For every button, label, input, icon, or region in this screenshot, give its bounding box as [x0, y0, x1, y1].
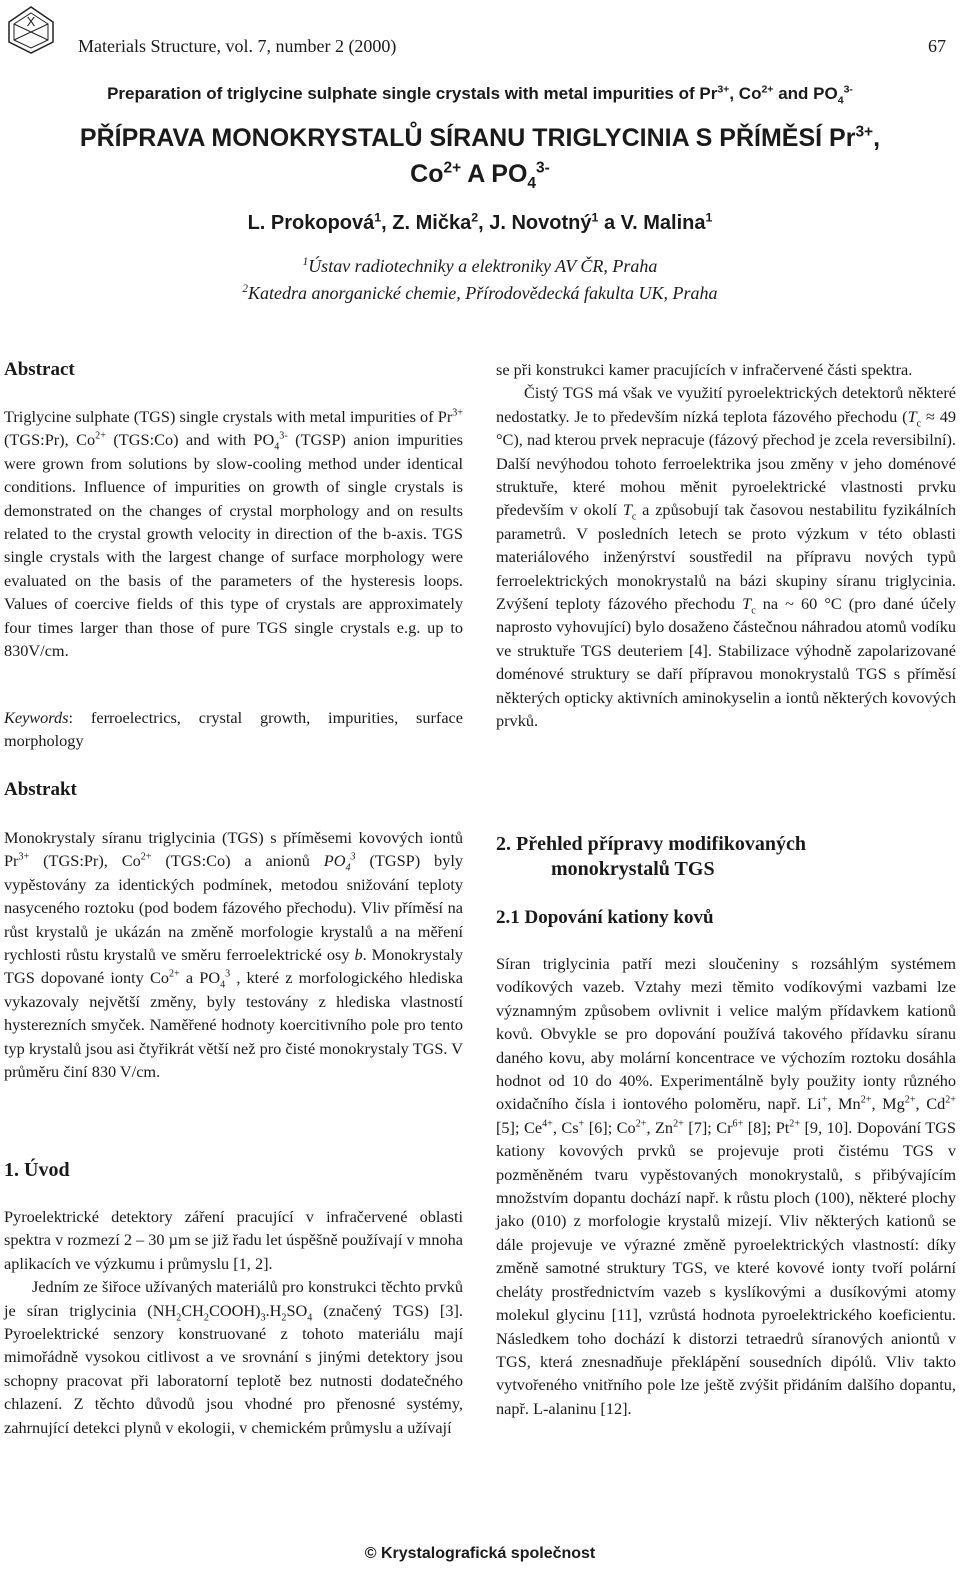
abstract-text: Triglycine sulphate (TGS) single crystals with metal impurities of $Pr^{3+}$ (TGS:Pr), $Co^{2+}$ (TGS:Co) and with $PO_4^{3-}$ (TGSP) anion impurities were grown from solutions by slow-cooling method under identical conditions. Influence of impurities on growth of single crystals is demonstrated on the changes of crystal morphology and on results related to the crystal growth velocity in direction of the b-axis. TGS single crystals with the largest change of surface morphology were evaluated on the basis of the parameters of the hysteresis loops. Values of coercive fields of this type of crystals are approximately four times larger than those of pure TGS single crystals e.g. up to 830V/cm. [4, 407, 464, 661]
section-2-heading: 2. Přehled přípravy modifikovaných monokrystalů TGS [496, 833, 807, 880]
page-number: 67 [928, 36, 946, 56]
abstrakt-heading: Abstrakt [4, 779, 77, 800]
authors: L. Prokopová$^1$, Z. Mička$^2$, J. Novotný$^1$ a V. Malina$^1$ [247, 210, 713, 234]
affiliation-1: $^1$Ústav radiotechniky a elektroniky AV ČR, Praha [302, 256, 658, 276]
copyright-icon: © [364, 1545, 377, 1562]
keywords: Keywords: ferroelectrics, crystal growth, impurities, surface morphology [4, 708, 463, 751]
title-english: Preparation of triglycine sulphate single crystals with metal impurities of $Pr^{3+}$, $Co^{2+}$ and $PO_4^{3-}$ [107, 83, 853, 107]
section-2-1-heading: 2.1 Dopování kationy kovů [496, 907, 714, 928]
logo-text: X [26, 14, 36, 29]
abstract-heading: Abstract [4, 359, 75, 380]
abstrakt-text: Monokrystaly síranu triglycinia (TGS) s příměsemi kovových iontů $Pr^{3+}$ (TGS:Pr), $Co^{2+}$ (TGS:Co) a anionů $PO_4^3$ (TGSP) byly vypěstovány za identických podmínek, metodou snižování teploty nasyceného roztoku (pod bodem fázového přechodu). Vliv příměsí na růst krystalů je ukázán na změně morfologie krystalů a na měření rychlosti růstu krystalů ve směru ferroelektrické osy b. Monokrystaly TGS dopované ionty $Co^{2+}$ a $PO_4^3$ , které z morfologického hlediska vykazovaly největší změny, byly testovány z hlediska vlastností hysterezních smyček. Naměřené hodnoty koercitivního pole pro tento typ krystalů jsou asi čtyřikrát větší než pro čisté monokrystaly TGS. V průměru činí 830 V/cm. [4, 828, 464, 1082]
section-2-1-text: Síran triglycinia patří mezi sloučeniny s rozsáhlým systémem vodíkových vazeb. Vztahy mezi těmito vodíkovými vazbami lze významným způsobem ovlivnit i velice malým přídavkem kationů kovů. Obvykle se pro dopování používá takového přídavku síranu daného kovu, aby molární koncentrace ve výchozím roztoku dosáhla hodnot od 10 do 40%. Experimentálně byly použity ionty různého oxidačního čísla i iontového poloměru, např. Li+, $Mn^{2+}$, $Mg^{2+}$, $Cd^{2+}$ [5]; $Ce^{4+}$, Cs+ [6]; $Co^{2+}$, $Zn^{2+}$ [7]; $Cr^{6+}$ [8]; $Pt^{2+}$ [9, 10]. Dopování TGS kationy kovových prvků se projevuje proti čistému TGS v pozměněném tvaru vypěstovaných monokrystalů, s přibývajícím množstvím dopantu dochází např. k růstu ploch (100), některé plochy jako (010) z morfologie krystalů mizejí. Vliv některých kationů se dále projevuje ve výrazné změně pyroelektrických vlastností: díky změně samotné struktury TGS, ve které kovové ionty tvoří polární cheláty prostřednictvím vazeb s kyslíkovými a dusíkovými atomy molekul glycinu [11], vzrůstá hodnota pyroelektrického koeficientu. Následkem toho dochází k distorzi tetraedrů síranových aniontů v TGS, která znesnadňuje překlápění sousedních dipólů. Vliv takto vytvořeného vnitřního pole lze ještě zvýšit přidáním dalšího dopantu, např. L-alaninu [12]. [496, 954, 956, 1418]
intro-continuation: se při konstrukci kamer pracujících v infračervené části spektra. Čistý TGS má však ve využití pyroelektrických detektorů některé nedostatky. Je to především nízká teplota fázového přechodu ($T_c \approx 49$ °C), nad kterou prvek nepracuje (fázový přechod je zcela reversibilní). Další nevýhodou tohoto ferroelektrika jsou změny v jeho doménové struktuře, které mohou měnit pyroelektrické vlastnosti prvku především v okolí $T_c$ a způsobují tak časovou nestabilitu fyzikálních parametrů. V posledních letech se proto výzkum v této oblasti materiálového inženýrství soustředil na přípravu nových typů ferroelektrických monokrystalů na bázi skupiny síranu triglycinia. Zvýšení teploty fázového přechodu $T_c$ na ~ 60 °C (pro dané účely naprosto vyhovující) bylo dosaženo částečnou náhradou atomů vodíku ve struktuře TGS deuteriem [4]. Stabilizace výhodně zapolarizované doménové struktury se daří přípravou monokrystalů TGS s příměsí některých opticky aktivních aminokyselin a iontů některých kovových prvků. [496, 360, 957, 731]
footer-copyright: © Krystalografická společnost [364, 1545, 596, 1562]
title-czech: PŘÍPRAVA MONOKRYSTALŮ SÍRANU TRIGLYCINIA S PŘÍMĚSÍ $Pr^{3+}$, $Co^{2+}$ A $PO_4^{3-}$ [79, 123, 881, 192]
crystallographic-society-logo-icon [6, 5, 56, 55]
journal-title: Materials Structure, vol. 7, number 2 (2000) [78, 36, 397, 56]
affiliation-2: $^2$Katedra anorganické chemie, Přírodovědecká fakulta UK, Praha [242, 283, 718, 303]
section-1-heading: 1. Úvod [4, 1159, 70, 1181]
section-1-text: Pyroelektrické detektory záření pracující v infračervené oblasti spektra v rozmezí 2 – 30 µm se již řadu let úspěšně používají v mnoha aplikacích ve výzkumu i průmyslu [1, 2]. Jedním ze šiřoce užívaných materiálů pro konstrukci těchto prvků je síran triglycinia $(NH_2CH_2COOH)_3.H_2SO_4$ (značený TGS) [3]. Pyroelektrické senzory konstruované z tohoto materiálu mají mimořádně vysokou citlivost a ve srovnání s jinými detektory jsou schopny pracovat při laboratorní teplotě bez nutnosti dodatečného chlazení. Z těchto důvodů jsou vhodné pro přenosné systémy, zahrnující detekci plynů v ekologii, v chemickém průmyslu a užívají [4, 1207, 463, 1437]
